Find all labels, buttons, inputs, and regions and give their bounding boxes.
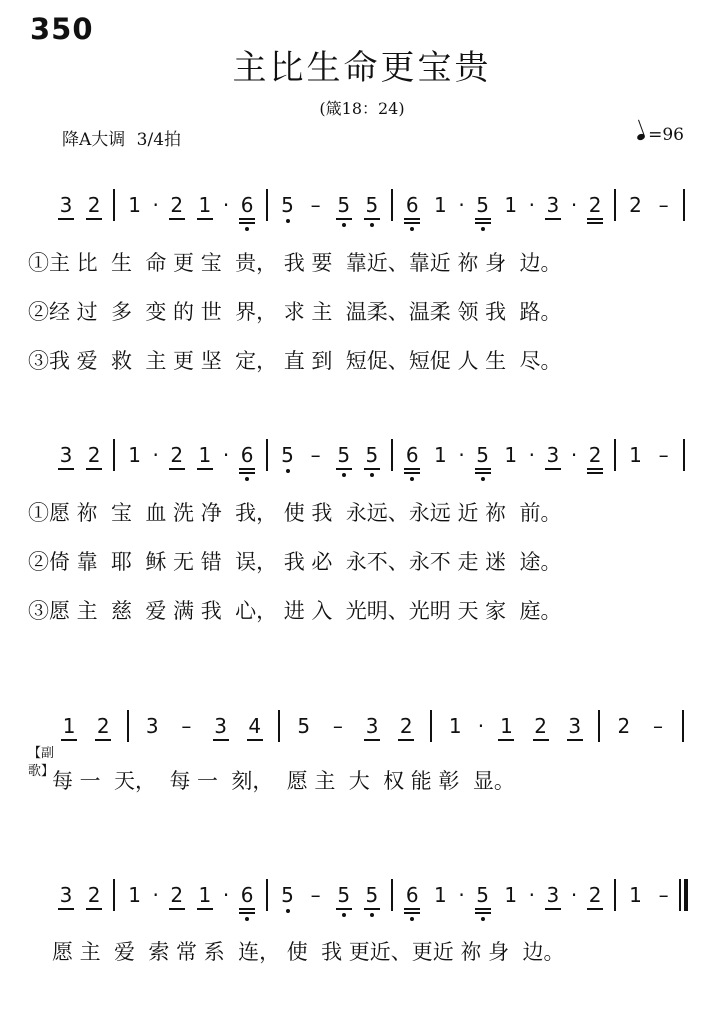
note-digit: 5	[361, 882, 383, 908]
final-barline-thick	[684, 879, 688, 911]
note-digit: 3	[564, 713, 586, 739]
barline	[391, 879, 393, 911]
lyric-line: 愿 主 爱 索 常 系 连， 使 我 更近、更近 祢 身 边。	[52, 940, 565, 964]
note-digit: 6	[236, 442, 258, 468]
notation-line-2	[0, 442, 724, 476]
note-digit: 1	[629, 443, 642, 467]
notation-line-1	[0, 192, 724, 226]
note-digit: 5	[277, 442, 299, 468]
note-digit: 1	[434, 193, 447, 217]
barline	[266, 189, 268, 221]
dot-symbol: ·	[458, 443, 465, 467]
note-digit: 5	[472, 192, 494, 218]
note-digit: 6	[401, 882, 423, 908]
dash-symbol: –	[658, 883, 669, 907]
dash-symbol: –	[658, 193, 669, 217]
note-digit: 1	[495, 713, 517, 739]
note-digit: 2	[629, 193, 642, 217]
note-digit: 5	[297, 714, 311, 738]
dot-symbol: ·	[458, 883, 465, 907]
dot-symbol: ·	[152, 443, 159, 467]
dot-symbol: ·	[458, 193, 465, 217]
note-digit: 5	[333, 442, 355, 468]
barline	[266, 879, 268, 911]
note-digit: 3	[210, 713, 232, 739]
lyric-line: ②经 过 多 变 的 世 界， 求 主 温柔、温柔 领 我 路。	[28, 300, 562, 324]
lyric-line: ③愿 主 慈 爱 满 我 心， 进 入 光明、光明 天 家 庭。	[28, 599, 562, 623]
note-digit: 2	[584, 442, 606, 468]
note-digit: 1	[128, 883, 141, 907]
barline	[266, 439, 268, 471]
note-digit: 2	[166, 192, 188, 218]
note-digit: 5	[277, 192, 299, 218]
note-digit: 1	[434, 883, 447, 907]
dot-symbol: ·	[528, 883, 535, 907]
note-digit: 2	[584, 882, 606, 908]
lyric-line: ②倚 靠 耶 稣 无 错 误， 我 必 永不、永不 走 迷 途。	[28, 550, 562, 574]
dot-symbol: ·	[570, 443, 578, 467]
note-digit: 5	[361, 442, 383, 468]
note-digit: 1	[448, 714, 462, 738]
note-digit: 2	[166, 882, 188, 908]
dot-symbol: ·	[222, 193, 230, 217]
dot-symbol: ·	[152, 193, 159, 217]
note-digit: 1	[194, 192, 216, 218]
notation-line-final	[0, 882, 724, 916]
barline	[278, 710, 280, 742]
lyric-line: ①主 比 生 命 更 宝 贵， 我 要 靠近、靠近 祢 身 边。	[28, 251, 562, 275]
note-digit: 2	[83, 192, 105, 218]
notation-line-chorus	[0, 713, 724, 747]
note-digit: 6	[236, 192, 258, 218]
note-digit: 5	[472, 442, 494, 468]
quarter-note-icon	[636, 133, 646, 141]
note-digit: 5	[277, 882, 299, 908]
lyric-line: ③我 爱 救 主 更 坚 定， 直 到 短促、短促 人 生 尽。	[28, 349, 562, 373]
dash-symbol: –	[310, 193, 321, 217]
note-digit: 3	[55, 882, 77, 908]
note-digit: 2	[92, 713, 114, 739]
chorus-label: 【副歌】	[28, 746, 55, 779]
dash-symbol: –	[181, 714, 192, 738]
note-digit: 1	[194, 882, 216, 908]
hymn-number: 350	[30, 12, 94, 46]
dot-symbol: ·	[528, 443, 535, 467]
dot-symbol: ·	[477, 714, 485, 738]
note-digit: 2	[395, 713, 417, 739]
dot-symbol: ·	[570, 883, 578, 907]
dash-symbol: –	[310, 883, 321, 907]
barline	[127, 710, 129, 742]
barline	[614, 189, 616, 221]
note-digit: 4	[244, 713, 266, 739]
barline	[113, 439, 115, 471]
barline	[683, 439, 685, 471]
barline	[430, 710, 432, 742]
tempo-marking	[637, 125, 684, 145]
note-digit: 1	[128, 193, 141, 217]
final-barline-thin	[679, 879, 681, 911]
dash-symbol: –	[332, 714, 343, 738]
note-digit: 6	[236, 882, 258, 908]
page-title: 主比生命更宝贵	[232, 48, 492, 88]
dot-symbol: ·	[222, 443, 230, 467]
note-digit: 3	[55, 192, 77, 218]
barline	[113, 879, 115, 911]
note-digit: 2	[530, 713, 552, 739]
barline	[614, 879, 616, 911]
note-digit: 2	[83, 882, 105, 908]
note-digit: 1	[504, 883, 518, 907]
note-digit: 5	[333, 192, 355, 218]
scripture-reference: (箴18：24)	[319, 99, 405, 118]
dash-symbol: –	[310, 443, 321, 467]
note-digit: 3	[542, 192, 564, 218]
barline	[598, 710, 600, 742]
note-digit: 1	[504, 443, 518, 467]
barline	[683, 189, 685, 221]
note-digit: 1	[194, 442, 216, 468]
dash-symbol: –	[652, 714, 663, 738]
note-digit: 2	[617, 714, 631, 738]
note-digit: 3	[542, 442, 564, 468]
key-time-signature: 降A大调 3/4拍	[62, 130, 182, 150]
barline	[391, 189, 393, 221]
barline	[391, 439, 393, 471]
dot-symbol: ·	[528, 193, 535, 217]
note-digit: 1	[58, 713, 80, 739]
dot-symbol: ·	[152, 883, 159, 907]
barline	[682, 710, 684, 742]
note-digit: 3	[145, 714, 159, 738]
note-digit: 3	[361, 713, 383, 739]
tempo-value: =96	[648, 125, 684, 145]
note-digit: 5	[333, 882, 355, 908]
dot-symbol: ·	[570, 193, 578, 217]
barline	[614, 439, 616, 471]
note-digit: 3	[542, 882, 564, 908]
note-digit: 1	[434, 443, 447, 467]
lyric-line: 每 一 天， 每 一 刻， 愿 主 大 权 能 彰 显。	[52, 769, 515, 793]
note-digit: 6	[401, 442, 423, 468]
note-digit: 6	[401, 192, 423, 218]
note-digit: 1	[128, 443, 141, 467]
note-digit: 2	[166, 442, 188, 468]
lyric-line: ①愿 祢 宝 血 洗 净 我， 使 我 永远、永远 近 祢 前。	[28, 501, 562, 525]
note-digit: 2	[83, 442, 105, 468]
note-digit: 2	[584, 192, 606, 218]
note-digit: 1	[504, 193, 518, 217]
note-digit: 3	[55, 442, 77, 468]
note-digit: 1	[629, 883, 642, 907]
note-digit: 5	[361, 192, 383, 218]
note-digit: 5	[472, 882, 494, 908]
dot-symbol: ·	[222, 883, 230, 907]
barline	[113, 189, 115, 221]
dash-symbol: –	[658, 443, 669, 467]
